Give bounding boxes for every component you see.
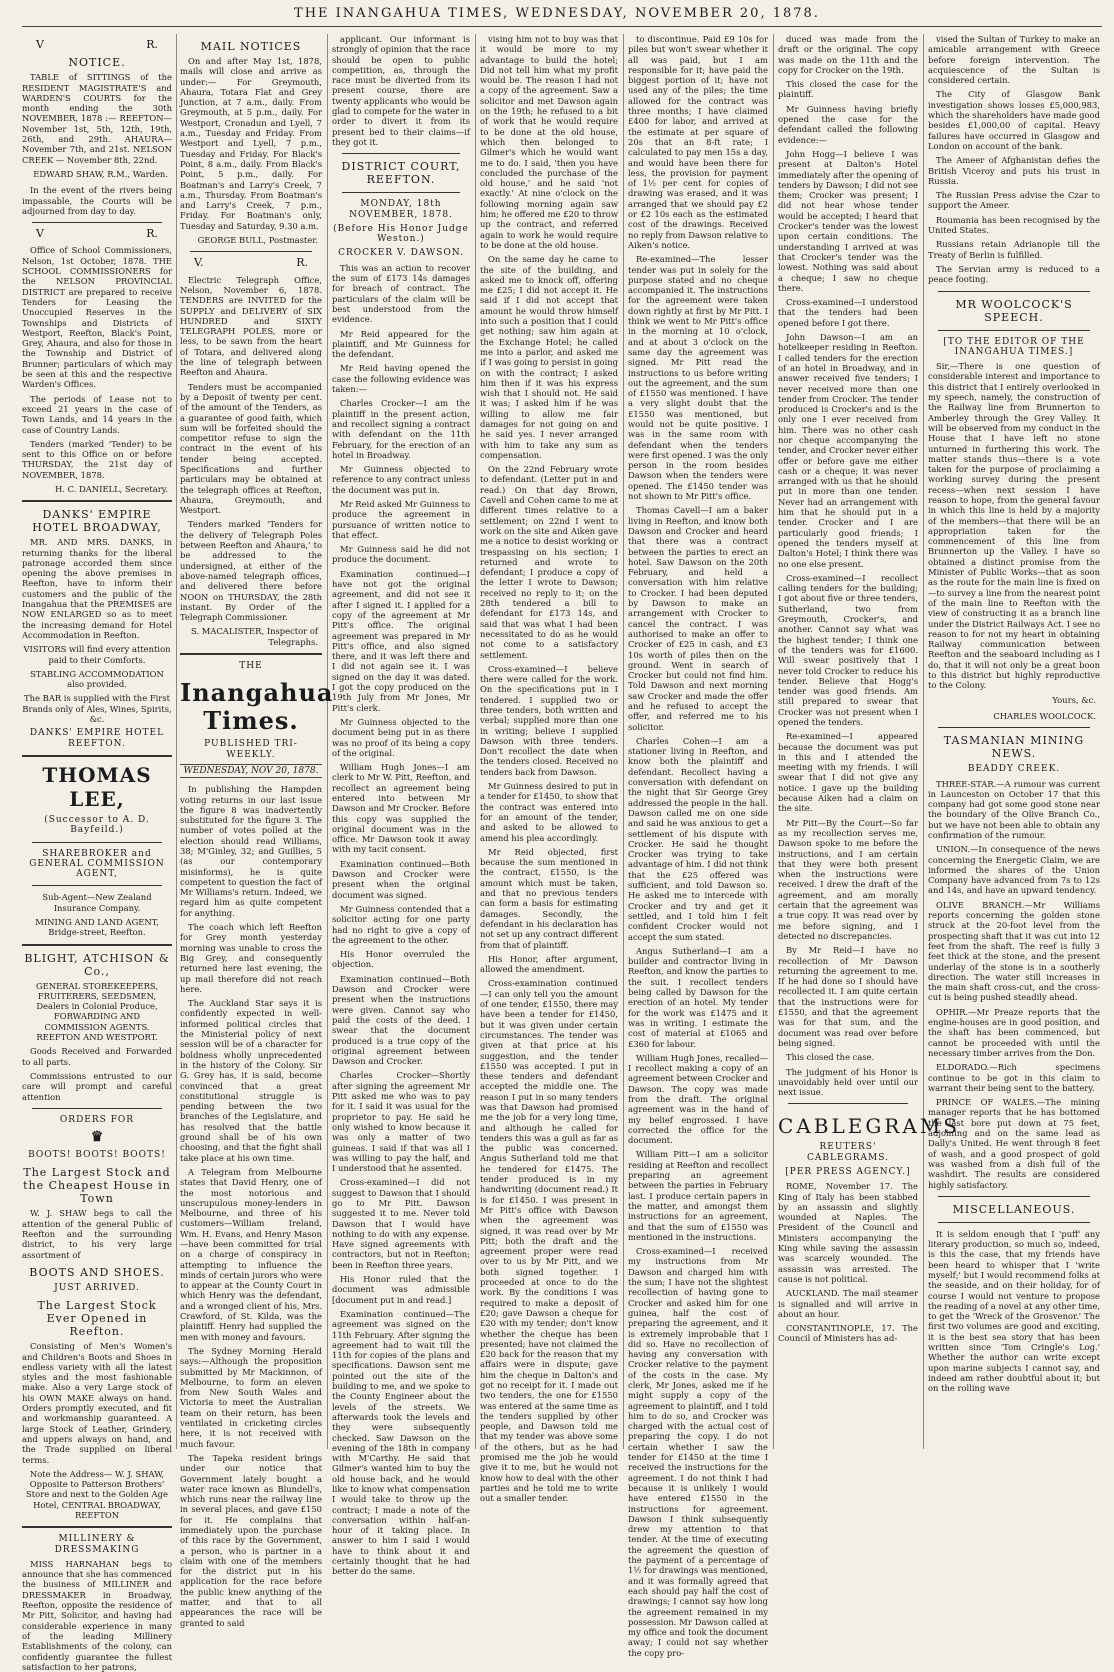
mining-item: UNION.—In consequence of the news concerning the Energetic Claim, we are informed the shares of the Union Company have advanced from 7s to 12s and 14s, and have an upward tendency.	[928, 844, 1100, 896]
cipher-r: R.	[296, 256, 308, 270]
article-paragraph: William Hugh Jones, recalled—I recollect making a copy of an agreement between Crocker and Dawson. The copy was made from the draft. The original agreement was in the hand of my belief engrossed. I have corrected the office for the document.	[628, 1052, 768, 1146]
hotel-footer: DANKS' EMPIRE HOTEL REEFTON.	[29, 728, 165, 749]
article-paragraph: Mr Guinness objected to reference to any contract unless the document was put in.	[332, 464, 470, 495]
article-paragraph: Mr Reid appeared for the plaintiff, and Mr Guinness for the defendant.	[332, 328, 470, 360]
editorial-paragraph: A Telegram from Melbourne states that David Henry, one of the most notorious and unscrupulous money-lenders in Melbourne, and three of his customers—William Ireland, Wm. H. Evans, and Henry Mason—have been committed for trial on a charge of conspiracy in attempting to influence the minds of certain jurors who were to appear at the County Court in which Henry was the defendant, and a wronged client of his, Mrs. Crawford, of St. Kilda, was the plaintiff. Henry had supplied the men with money and favours.	[180, 1166, 322, 1342]
cipher-v: V	[36, 227, 44, 241]
divider	[32, 222, 162, 223]
paper-title: Inangahua Times.	[180, 678, 334, 736]
column-1	[22, 34, 172, 1672]
blight-body: GENERAL STOREKEEPERS, FRUITERERS, SEEDSMEN, Dealers in Colonial Produce, FORWARDING AND COMMISSION AGENTS. REEFTON AND WESTPORT.	[35, 980, 159, 1043]
article-paragraph: Angus Sutherland—I am a builder and contractor living in Reefton, and know the parties to the suit. I recollect tenders being called by Dawson for the erection of an hotel. My tender for the work was £1475 and it was in writing. I estimate the cost of material at £1065 and £360 for labour.	[628, 945, 768, 1049]
article-paragraph: His Honor overruled the objection.	[332, 949, 470, 970]
paper-the: THE	[239, 661, 263, 672]
masthead-rule	[22, 26, 1102, 27]
article-paragraph: Mr Reid having opened the case the following evidence was taken:—	[332, 363, 470, 395]
column-6	[778, 34, 960, 1449]
article-paragraph: Mr Reid asked Mr Guinness to produce the agreement in pursuance of written notice to that effect.	[332, 498, 470, 540]
millinery-heading: MILLINERY & DRESSMAKING	[54, 1534, 140, 1555]
article-paragraph: Mr Guinness contended that a solicitor acting for one party had no right to give a copy of the agreement to the other.	[332, 903, 470, 945]
hotel-bar: The BAR is supplied with the First Brands only of Ales, Wines, Spirits, &c.	[22, 693, 172, 725]
cablegrams-agency: [PER PRESS AGENCY.]	[785, 1166, 911, 1177]
article-paragraph: Cross-examined—I recollect calling tenders for the building; I got about five or three tenders, Sutherland, two from Greymouth, Crocker's, and another. Cannot say what was the highest tender; I think one of the tenders was for £1600. Will swear positively that I never told Crocker to reduce his tender. Believe that Hogg's tender was good friends. Am still prepared to swear that Crocker was not present when I opened the tenders.	[778, 572, 918, 727]
column-3	[332, 34, 470, 1577]
masthead: THE INANGAHUA TIMES, WEDNESDAY, NOVEMBER 20, 1878.	[294, 6, 820, 21]
column-rule	[623, 34, 624, 1449]
editorial-paragraph: The Tapeka resident brings under our notice that Government lately bought a water race known as Blundell's, which runs near the railway line in several places, and gave £150 for it. He complains that immediately upon the purchase of this race by the Government, a person, who is partner in a claim with one of the members for the district put in his application for the race before the public knew anything of the matter, and that to all appearances the race will be granted to said	[180, 1452, 322, 1628]
cipher-r: R.	[146, 38, 158, 51]
shaw-signature: Note the Address— W. J. SHAW, Opposite to Patterson Brothers' Store and next to the Golden Age Hotel, CENTRAL BROADWAY, REEFTON	[26, 1468, 168, 1520]
article-paragraph: William Hugh Jones—I am clerk to Mr W. Pitt, Reefton, and recollect an agreement being entered into between Mr Dawson and Mr Crocker. Before this copy was supplied the original document was in the office. Mr Dawson took it away with my tacit consent.	[332, 762, 470, 855]
lee-name: THOMAS LEE,	[42, 762, 152, 811]
column-5	[628, 34, 768, 1658]
divider	[22, 755, 172, 757]
cablegram-item: The City of Glasgow Bank investigation shows losses £5,000,983, which the shareholders have made good besides £1,000,00 of capital. Heavy failures have occurred in Glasgow and London on account of the bank.	[928, 89, 1100, 151]
cablegram-item: Roumania has been recognised by the United States.	[928, 214, 1100, 236]
article-paragraph: Examination continued—Both Dawson and Crocker were present when the original document was signed.	[332, 858, 470, 900]
school-notice: Office of School Commissioners, Nelson, 1st October, 1878. THE SCHOOL COMMISSIONERS for the NELSON PROVINCIAL DISTRICT are prepared to receive Tenders for Leasing the Unoccupied Reserves in the Townships and Districts of Westport, Reefton, Black's Point, Grey, Ahaura, and also for those in the Township and District of Brunner; particulars of which may be seen at this and the respective Warden's Offices.	[22, 245, 172, 390]
telegraph-instructions: Tenders marked 'Tenders for the delivery of Telegraph Poles between Reefton and Ahaura,' to be addressed to the undersigned, at either of the above-named telegraph offices, and delivered there before NOON on THURSDAY, the 28th instant. By Order of the Telegraph Commissioner.	[180, 519, 322, 623]
cablegram-item: Russians retain Adrianople till the Treaty of Berlin is fulfilled.	[928, 239, 1100, 260]
article-paragraph: Examination continued—The agreement was signed on the 11th February. After signing the agreement had to wait till the 11th for copies of the plans and specifications. Dawson sent me pointed out the site of the building to me, and we spoke to the County Engineer about the levels of the streets. We afterwards took the levels and they were subsequently checked. Saw Dawson on the evening of the 18th in company with M'Carthy. He said that Gilmer's wanted him to buy the old house back, and he would like to know what compensation I would take to throw up the contract; I made a note of the conversation within half-an-hour of it taking place. In answer to him I said I would have to think about it and certainly thought that he had better do the same.	[332, 1308, 470, 1577]
cablegram-item: ROME, November 17. The King of Italy has been stabbed by an assassin and slightly wounded at Naples. The President of the Council and Ministers accompanying the King while saving the assassin was scarcely wounded. The assassin was arrested. The cause is not political.	[778, 1181, 918, 1284]
article-paragraph: On the same day he came to the site of the building, and asked me to knock off, offering me £25; I did not accept it. He said if I did not accept that amount he would throw himself into such a position that I could get nothing; saw him again at the Exchange Hotel; he called me into a parlor, and asked me if I was going to persist in going on with the contract; I asked him then if it was his express wish that I should not. He said it was; I asked him if he was willing to allow me fair damages for not going on and he said yes. I never arranged with him to take any sum as compensation.	[480, 254, 618, 460]
column-rule	[773, 34, 774, 1449]
mining-item: ELDORADO.—Rich specimens continue to be got in this claim to warrant their being sent to the battery.	[928, 1062, 1100, 1093]
column-4	[480, 34, 618, 1504]
paper-published: PUBLISHED TRI-WEEKLY.	[204, 739, 298, 760]
article-paragraph: William Pitt—I am a solicitor residing at Reefton and recollect preparing an agreement between the parties in February last. I produce certain papers in the matter, and amongst them instructions for an agreement, and that the sum of £1550 was mentioned in the instructions.	[628, 1149, 768, 1242]
case-heading: CROCKER V. DAWSON.	[338, 248, 464, 259]
hotel-stabling: STABLING ACCOMMODATION also provided.	[30, 668, 164, 690]
court-date: MONDAY, 18th NOVEMBER, 1878.	[349, 199, 453, 220]
royal-cipher	[36, 229, 158, 239]
mining-item: OPHIR.—Mr Preaze reports that the engine-houses are in good position, and the shaft has been commenced, but cannot be proceeded with until the necessary timber arrives from the Don.	[928, 1006, 1100, 1058]
divider	[938, 1196, 1090, 1197]
article-paragraph: vising him not to buy was that it would be more to my advantage to build the hotel; Did not tell him what my profit would be. The reason I had not a copy of the agreement. Saw a solicitor and met Dawson again on the 19th; he refused to a bit of work that he would require to be done at the old house, which then belonged to Gilmer's which he would want me to do. I said, 'then you have concluded the purchase of the old house,' and he said 'not exactly.' At nine o'clock on the following morning again saw him; he offered me £20 to throw up the contract, and referred again to work he would require to be done at the old house.	[480, 34, 618, 250]
column-rule	[475, 34, 476, 1449]
editorial-paragraph: In publishing the Hampden voting returns in our last issue the figure 8 was inadvertently substituted for the figure 3. The number of votes polled at the election should read Williams, 38; M'Ginley, 32; and Guillies, 5 (as our contemporary misinforms), he is quite competent to question the fact of Mr Williams's return. Indeed, we regard him as quite competent for anything.	[180, 784, 322, 918]
cablegram-item: The Ameer of Afghanistan defies the British Viceroy and puts his trust in Russia.	[928, 155, 1100, 186]
divider	[22, 944, 172, 946]
millinery-body: MISS HARNAHAN begs to announce that she has commenced the business of MILLINER and DRESSMAKER in Broadway, Reefton, opposite the residence of Mr Pitt, Solicitor, and having had considerable experience in many of the leading Millinery Establishments of the colony, can confidently guarantee the fullest satisfaction to her patrons,	[22, 1558, 172, 1672]
divider	[788, 1103, 908, 1104]
cablegrams-subheading: REUTERS' CABLEGRAMS.	[807, 1142, 889, 1163]
column-2	[180, 34, 334, 1628]
article-paragraph: Cross-examination continued—I can only tell you the amount of one tender, £1550, there may have been a tender for £1450, but it was given under certain circumstances. The tender was given at that price at his suggestion, and the tender £1550 was accepted. I put in these tenders and defendant accepted the middle one. The reason I put in so many tenders was that Dawson had promised me the job for a very long time, and although he called for tenders this was a gull as far as the public was concerned. Angus Sutherland told me that he tendered for £1475. The tender produced is in my handwriting (document read.) It is for £1450. I was present in Mr Pitt's office with Dawson when the agreement was signed, it was read over by Mr Pitt; both the draft and the agreement proper were read over to us by Mr Pitt, and we both signed together. I proceeded at once to do the work. By the conditions I was required to make a deposit of £20; gave Dawson a cheque for £20 with my tender; don't know whether the cheque has been presented; have not claimed the £20 back for the reason that my affairs were in dispute; gave him the cheque in Dalton's and got no receipt for it. I made out two tenders, the one for £1550 was entered at the same time as the tenders supplied by other people, and Dawson told me that my tender was above some of the others, but as he had promised me the job he would give it to me, but he would not know how to deal with the other parties and he told me to write out a smaller tender.	[480, 978, 618, 1504]
cipher-r: R.	[146, 227, 158, 241]
article-paragraph: Re-examined—The lesser tender was put in solely for the purpose stated and no cheque accompanied it. The instructions for the agreement were taken down rightly at first by Mr Pitt. I think we went to Mr Pitt's office in the morning at 10 o'clock, and at about 3 o'clock on the same day the agreement was signed. Mr Pitt read the instructions to us before writing out the agreement, and the sum of £1550 was mentioned. I have a very slight doubt that the £1550 was mentioned, but would not be quite positive. I was in the same room with defendant when the tenders were first opened. I was the only person in the room besides Dawson when the tenders were opened. The £1450 tender was not shown to Mr Pitt's office.	[628, 254, 768, 502]
woolcock-letter: Sir,—There is one question of considerable interest and importance to this district that I entirely overlooked in my speech, namely, the construction of the Railway line from Brunnerton to Amberley through the Grey Valley. It will be observed from my conduct in the House that I have left no stone unturned in furthering this work. The matter stands thus—there is a vote taken for the purpose of proclaiming a working survey during the present recess—when next session I have reason to hope, from the general favour in which this line is held by a majority of the members—that there will be an appropriation taken for the commencement of this line from Brunnerton up the Valley. I have so obtained a distinct promise from the Minister of Public Works—that as soon as the route for the main line is fixed on—to survey a line from the nearest point of the main line to Reefton with the view of constructing it as a branch line under the District Railways Act. I see no reason to for not my heart in obtaining Railway communication between Reefton and the seaboard including as I do, that it will not only be a great boon to this district but highly reproductive to the Colony.	[928, 361, 1101, 691]
article-paragraph: Mr Guinness desired to put in a tender for £1450, to show that the contract was entered into for an amount of the tender, and asked to be allowed to amend his plea accordingly.	[480, 781, 618, 843]
shaw-body: Consisting of Men's Women's and Children's Boots and Shoes in endless variety with all the latest styles and the most fashionable make. Also a very Large stock of his OWN MAKE always on hand. Orders promptly executed, and fit and workmanship guaranteed. A large Stock of Leather, Grindery, and uppers always on hand, and the Trade supplied on liberal terms.	[22, 1341, 172, 1465]
article-paragraph: Thomas Cavell—I am a baker living in Reefton, and know both Dawson and Crocker and heard that there was a contract between the parties to erect an hotel. Saw Dawson on the 20th February, and held a conversation with him relative to Crocker. I had been deputed by Dawson to make an arrangement with Crocker to cancel the contract. I was authorised to make an offer to Crocker of £25 in cash, and £3 10s worth of piles then on the ground. Went in search of Crocker but could not find him. Told Dawson and next morning saw Crocker and made the offer and he refused to accept the offer, and referred me to his solicitor.	[628, 505, 768, 732]
shaw-boots: BOOTS AND SHOES.	[29, 1265, 165, 1279]
woolcock-heading: MR WOOLCOCK'S SPEECH.	[955, 297, 1073, 324]
divider	[180, 653, 322, 655]
article-paragraph: applicant. Our informant is strongly of opinion that the race should be open to public competition, as, through the race must be diverted from its present course, there are twenty applicants who would be glad to compete for the water in order to divert it from its present bed to their claims—if they got it.	[332, 34, 470, 147]
boots-subheading: The Largest Stock and the Cheapest House in Town	[23, 1166, 171, 1206]
cablegram-item: The Servian army is reduced to a peace footing.	[928, 263, 1100, 285]
article-paragraph: Mr Guinness having briefly opened the case for the defendant called the following evidence:—	[778, 103, 918, 145]
court-heading: DISTRICT COURT, REEFTON.	[341, 160, 461, 187]
cablegram-item: vised the Sultan of Turkey to make an amicable arrangement with Greece before foreign intervention. The acquiescence of the Sultan is considered certain.	[928, 34, 1100, 86]
editorial-paragraph: The coach which left Reefton for Grey month yesterday morning was unable to cross the Big Grey, and consequently returned here last evening, the up mail therefore did not reach here.	[180, 922, 322, 994]
hotel-body: MR. AND MRS. DANKS, in returning thanks for the liberal patronage accorded them since opening the above premises in Reefton, have to inform their customers and the public of the Inangahua that the PREMISES are NOW ENLARGED so as to meet the increasing demand for Hotel Accommodation in Reefton.	[22, 537, 172, 640]
mining-item: THREE-STAR.—A rumour was current in Launceston on October 17 that this company had got some good stone near the boundary of the Olive Branch Co., but we have not been able to obtain any confirmation of the rumour.	[928, 778, 1100, 840]
mining-item: OLIVE BRANCH.—Mr Williams reports concerning the golden stone struck at the 20-foot level from the prospecting shaft that it was cut into 12 feet from the shaft. The reef is fully 3 feet thick at the stone, and the present underlay of the stone is in a southerly direction. The water still increases in the main shaft cross-cut, and the cross-cut is being pushed steadily ahead.	[928, 899, 1100, 1003]
lee-trade: SHAREBROKER and GENERAL COMMISSION AGENT,	[29, 848, 165, 880]
article-paragraph: Examination continued—I have not got the original agreement, and did not see it after I signed it. I applied for a copy of the agreement at Mr Pitt's office. The original agreement was prepared in Mr Pitt's office, and also signed there, and it was left there and I did not again see it. I was signed on the day it was dated. I got the copy produced on the 19th July from Mr Jones, Mr Pitt's clerk.	[332, 568, 470, 713]
article-paragraph: This closed the case.	[786, 1052, 875, 1063]
mail-signature: GEORGE BULL, Postmaster.	[197, 235, 318, 246]
article-paragraph: Charles Crocker—I am the plaintiff in the present action, and recollect signing a contract with defendant on the 11th February, for the erection of an hotel in Broadway.	[332, 398, 470, 460]
article-paragraph: Cross-examined—I did not suggest to Dawson that I should go to Mr Pitt. Dawson suggested it to me. Never told Dawson that I would have nothing to do with any expense. Have signed agreements with contractors, but not in Reefton; been in Reefton three years.	[332, 1177, 470, 1270]
article-paragraph: Charles Cohen—I am a stationer living in Reefton, and know both the plaintiff and defendant. Recollect having a conversation with defendant on the night that Sir George Grey addressed the people in the hall. Dawson called me on one side and said he was anxious to get a settlement of his dispute with Crocker. He said he thought Crocker was trying to take advantage of him. I did not think that the £25 offered was sufficient, and told Dawson so. He asked me to intercede with Crocker and try and get it settled, and I told him I felt confident Crocker would not accept the sum stated.	[628, 735, 768, 942]
blight-goods: Goods Received and Forwarded to all parts.	[22, 1046, 172, 1067]
shaw-arrived: JUST ARRIVED.	[54, 1282, 140, 1293]
lee-agent: Sub-Agent—New Zealand Insurance Company.	[42, 892, 152, 913]
woolcock-closing: Yours, &c.	[1052, 694, 1096, 705]
mining-item: PRINCE OF WALES.—The mining manager reports that he has bottomed the last bore put down at 75 feet, adjoining and on the same lead as Dally's United. He went through 8 feet of wash, and a good prospect of gold was washed from a dish full of the washdirt. The results are considered highly satisfactory.	[928, 1097, 1100, 1190]
notice-footnote: In the event of the rivers being impassable, the Courts will be adjourned from day to day.	[22, 185, 172, 216]
divider	[32, 1108, 162, 1109]
paper-dateline: WEDNESDAY, NOV 20, 1878.	[180, 764, 322, 778]
divider	[22, 500, 172, 502]
column-rule	[923, 34, 924, 1449]
blight-commissions: Commissions entrusted to our care will prompt and careful attention	[22, 1070, 172, 1102]
cipher-v: V	[36, 38, 44, 51]
orders-label: ORDERS FOR	[59, 1114, 135, 1125]
mail-heading: MAIL NOTICES	[200, 40, 302, 53]
column-rule	[176, 34, 177, 1449]
article-paragraph: to discontinue. Paid £9 10s for piles but won't swear whether it all was paid, but I am responsible for it; have paid the biggest portion of it; have not used any of the piles; the time allowed for the contract was three months; I have claimed £400 for labor, and arrived at the estimate at per square of 20s that an 8-ft rate; I calculated to pay men 15s a day, and would have been there for less, the provision for payment of 1½ per cent for copies of drawing was erased, and it was arranged that we should pay £2 or £2 10s each as the estimated cost of the drawings. Received no reply from Dawson relative to Aiken's notice.	[628, 34, 768, 250]
divider	[342, 153, 460, 154]
cablegram-item: CONSTANTINOPLE, 17. The Council of Ministers has ad-	[778, 1323, 918, 1344]
article-paragraph: On the 22nd February wrote to defendant. (Letter put in and read.) On that day Brown, Cavell and Cohen came to me at different times relative to a settlement; on 22nd I went to work on the site and Aiken gave me a notice to desist working or trespassing on his section; I returned and wrote to defendant; I produce a copy of the letter I wrote to Dawson; received no reply to it; on the 28th tendered a bill to defendant for £173 14s, and said that was what I had been necessitated to do as he would not come to a satisfactory settlement.	[480, 464, 618, 660]
divider	[938, 1222, 1090, 1223]
miscellaneous-heading: MISCELLANEOUS.	[952, 1202, 1076, 1216]
royal-cipher	[194, 258, 308, 268]
article-paragraph: His Honor ruled that the document was admissible [document put in and read.]	[332, 1274, 470, 1305]
divider	[938, 291, 1090, 292]
telegraph-tender: Electric Telegraph Office, Nelson, November 6, 1878. TENDERS are INVITED for the SUPPLY and DELIVERY of SIX HUNDRED and SIXTY TELEGRAPH POLES, more or less, to be sawn from the heart of Totara, and delivered along the line of telegraph between Reefton and Ahaura.	[180, 274, 322, 378]
royal-cipher	[36, 40, 158, 50]
divider	[938, 330, 1090, 331]
article-paragraph: Mr Pitt—By the Court—So far as my recollection serves me, Dawson spoke to me before the instructions, and I am certain that they were both present when the instructions were received. I drew the draft of the agreement, and am morally certain that the agreement was a true copy. It was read over by me before signing, and I detected no discrepancies.	[778, 817, 918, 941]
divider	[342, 192, 460, 193]
editorial-paragraph: The Sydney Morning Herald says:—Although the proposition submitted by Mr Mackinnon, of Melbourne, to form an eleven from New South Wales and Victoria to meet the Australian team on their return, has been ventilated in cricketing circles here, it is not received with much favour.	[180, 1345, 322, 1449]
cipher-v: V.	[194, 256, 204, 270]
cablegram-item: AUCKLAND. The mail steamer is signalled and will arrive in about an hour.	[778, 1288, 918, 1319]
mining-subheading: BEADDY CREEK.	[967, 764, 1061, 775]
article-paragraph: This closed the case for the plaintiff.	[778, 79, 918, 100]
school-lease-terms: The periods of Lease not to exceed 21 years in the case of Town Lands, and 14 years in the case of Country Lands.	[22, 393, 172, 435]
hotel-heading: DANKS' EMPIRE HOTEL BROADWAY,	[32, 508, 162, 535]
divider	[32, 842, 162, 843]
article-paragraph: This was an action to recover the sum of £173 14s damages for breach of contract. The particulars of the claim will be best understood from the evidence.	[332, 262, 470, 325]
mail-body: On and after May 1st, 1878, mails will close and arrive as under:— For Greymouth, Ahaura, Totara Flat and Grey Junction, at 7 a.m., daily. From Greymouth, at 5 p.m., daily. For Westport, Cronadun and Lyell, 7 a.m., Tuesday and Friday. From Westport and Lyell, 7 p.m., Tuesday and Friday. For Black's Point, 8 a.m., daily. From Black's Point, 5 p.m., daily. For Boatman's and Larry's Creek, 7 a.m., Thursday. From Boatman's and Larry's Creek, 7 p.m., Friday. For Boatman's only, Tuesday and Saturday, 9.30 a.m.	[180, 56, 322, 231]
article-paragraph: Mr Reid objected, first because the sum mentioned in the contract, £1550, is the amount which must be taken, and that no previous tenders can form a basis for estimating damages. Secondly, the defendant in his declaration has not set up any contract different from that of plaintiff.	[480, 846, 618, 950]
article-paragraph: His Honor, after argument, allowed the amendment.	[480, 953, 618, 975]
shaw-intro: W. J. SHAW begs to call the attention of the general Public of Reefton and the surrounding district, to his very large assortment of	[22, 1208, 172, 1260]
notice-signature: EDWARD SHAW, R.M., Warden.	[33, 168, 168, 179]
article-paragraph: The judgment of his Honor is unavoidably held over until our next issue.	[778, 1066, 918, 1098]
woolcock-to-editor: [TO THE EDITOR OF THE INANGAHUA TIMES.]	[943, 336, 1085, 357]
article-paragraph: duced was made from the draft or the original. The copy was made on the 11th and the copy for Crocker on the 19th.	[778, 34, 918, 75]
article-paragraph: Mr Guinness objected to the document being put in as there was no proof of its being a copy of the original.	[332, 716, 470, 758]
boot-icon: ♛	[90, 1129, 104, 1146]
article-paragraph: Cross-examined—I believe there were called for the work. On the specifications put in I tendered. I supplied two or three tenders, both written and verbal; supplied more than one in writing; believe I supplied Dawson with three tenders. Don't recollect the date when the tenders closed. Received no tenders back from Dawson.	[480, 663, 618, 777]
mining-heading: TASMANIAN MINING NEWS.	[943, 734, 1085, 761]
article-paragraph: John Hogg—I believe I was present at Dalton's Hotel immediately after the opening of tenders by Dawson; I did not see them; Crocker was present; I did not hear whose tender would be accepted; I heard that Crocker's tender was the lowest upon certain conditions. The understanding I arrived at was that Crocker's tender was the lowest. Nothing was said about a cheque; I saw no cheque there.	[778, 148, 918, 293]
article-paragraph: John Dawson—I am an hotelkeeper residing in Reefton. I called tenders for the erection of an hotel in Broadway, and in answer received five tenders; I never received more than one tender from Crocker. The tender produced is Crocker's and is the only one I ever received from him. There was no other cash nor cheque accompanying the tender, and Crocker never either offer or before gave me either cash or a cheque; it was never arranged with us that he should put in more than one tender. Never had an arrangement with him that he should put in a tender. Crocker and I are particularly good friends; I opened the tenders myself at Dalton's Hotel; I think there was no one else present.	[778, 332, 918, 569]
telegraph-deposit: Tenders must be accompanied by a Deposit of twenty per cent. of the amount of the Tenders, as a guarantee of good faith, which sum will be forfeited should the competitor refuse to sign the contract in the event of his tender being accepted. Specifications and further particulars may be obtained at the telegraph offices at Reefton, Ahaura, Greymouth, and Westport.	[180, 381, 322, 516]
blight-heading: BLIGHT, ATCHISON & Co.,	[24, 951, 170, 978]
lee-mining: MINING AND LAND AGENT, Bridge-street, Reefton.	[35, 917, 159, 938]
hotel-visitors: VISITORS will find every attention paid to their Comforts.	[23, 644, 171, 665]
column-rule	[327, 34, 328, 1449]
divider	[190, 251, 312, 252]
article-paragraph: Examination continued—Both Dawson and Crocker were present when the instructions were given. Cannot say who paid the costs of the deed. I swear that the document produced is a true copy of the original agreement between Dawson and Crocker.	[332, 973, 470, 1067]
article-paragraph: Cross-examined—I understood that the tenders had been opened before I got there.	[778, 297, 918, 328]
telegraph-signature: S. MACALISTER, Inspector of Telegraphs.	[190, 626, 318, 647]
column-7	[928, 34, 1100, 1449]
editorial-paragraph: The Auckland Star says it is confidently expected in well-informed political circles that the Ministerial policy of next session will be of a character for boldness wholly unprecedented in the history of the Colony. Sir G. Grey has, it is said, become convinced that a great constitutional struggle is pending between the two branches of the Legislature, and has resolved that the battle ground shall be of his own choosing, and that the fight shall take place at his own time.	[180, 998, 322, 1163]
woolcock-signature: CHARLES WOOLCOCK.	[993, 710, 1096, 721]
divider	[32, 885, 162, 886]
boots-heading: BOOTS! BOOTS! BOOTS!	[28, 1150, 166, 1161]
school-signature: H. C. DANIELL, Secretary.	[54, 483, 168, 494]
article-paragraph: Mr Guinness said he did not produce the document.	[332, 544, 470, 565]
divider	[938, 727, 1090, 728]
lee-successor: (Successor to A. D. Bayfeild.)	[44, 814, 150, 836]
article-paragraph: Cross-examined—I received my instructions from Mr Dawson and charged him with the sum; I have not the slightest recollection of having gone to Crocker and asked him for one guinea, half the cost of preparing the agreement, and it is extremely improbable that I did so. Have no recollection of having any conversation with Crocker relative to the payment of the costs in the case. My clerk, Mr Jones, asked me if he might supply a copy of the agreement to plaintiff, and I told him to do so, and Crocker was charged with the actual cost of preparing the copy. I do not certain whether I saw the tender for £1450 at the time I received the instructions for the agreement. I do not think I had because it is unlikely I would have entered £1550 in the instructions for agreement. Dawson I think subsequently drew my attention to that tender. At the time of executing the agreement the question of the payment of a percentage of 1½ for drawings was mentioned, and it was formally agreed that each should pay half the cost of drawings; I cannot say how long the agreement remained in my possession. Mr Dawson called at my office and took the document away; I could not say whether the copy pro-	[628, 1246, 768, 1658]
notice-body: TABLE of SITTINGS of the RESIDENT MAGISTRATE'S and WARDEN'S COURTS for the month ending the 30th NOVEMBER, 1878 :— REEFTON—November 1st, 5th, 12th, 19th, 26th, and 29th. AHAURA—November 7th, and 21st. NELSON CREEK — November 8th, 22nd.	[22, 72, 172, 165]
divider	[22, 1526, 172, 1528]
notice-heading: NOTICE.	[68, 56, 126, 70]
court-judge: (Before His Honor Judge Weston.)	[333, 223, 469, 245]
school-tender-deadline: Tenders (marked 'Tender) to be sent to this Office on or before THURSDAY, the 21st day of NOVEMBER, 1878.	[22, 438, 172, 480]
miscellaneous-item: It is seldom enough that I 'puff' any literary production, so much so, indeed, is this the case, that my friends have been heard to whisper that I 'write myself;' but I would recommend folks at the seaside, and on their holiday, for of course I would not venture to propose the reading of a novel at any other time, to get the 'Wreck of the Grosvenor.' The first two volumes are good and exciting, it is the best sea story that has been written since 'Tom Cringle's Log.' Whether the author can write except upon marine subjects I cannot say, and indeed am rather doubtful about it; but on the rolling wave	[928, 1228, 1100, 1394]
cablegrams-heading: CABLEGRAMS	[778, 1114, 960, 1139]
cablegram-item: The Russian Press advise the Czar to support the Ameer.	[928, 190, 1100, 211]
article-paragraph: Charles Crocker—Shortly after signing the agreement Mr Pitt asked me who was to pay for it. I said it was usual for the proprietor to pay. He said he only wished to know because it was only a matter of two guineas. I said if that was all I was willing to pay the half, and I understood that he assented.	[332, 1070, 470, 1174]
article-paragraph: Re-examined—I appeared because the document was put in this and I attended the meeting with my friends. I will swear that I did not give any notice. I gave up the building because Aiken had a claim on the site.	[778, 731, 918, 814]
shaw-stock: The Largest Stock Ever Opened in Reefton.	[37, 1299, 157, 1339]
article-paragraph: By Mr Reid—I have no recollection of Mr Dawson returning the agreement to me. If he had done so I should have recollected it. I am quite certain that the instructions were for £1550, and that the agreement was for that sum, and the document was read over before being signed.	[778, 945, 918, 1048]
